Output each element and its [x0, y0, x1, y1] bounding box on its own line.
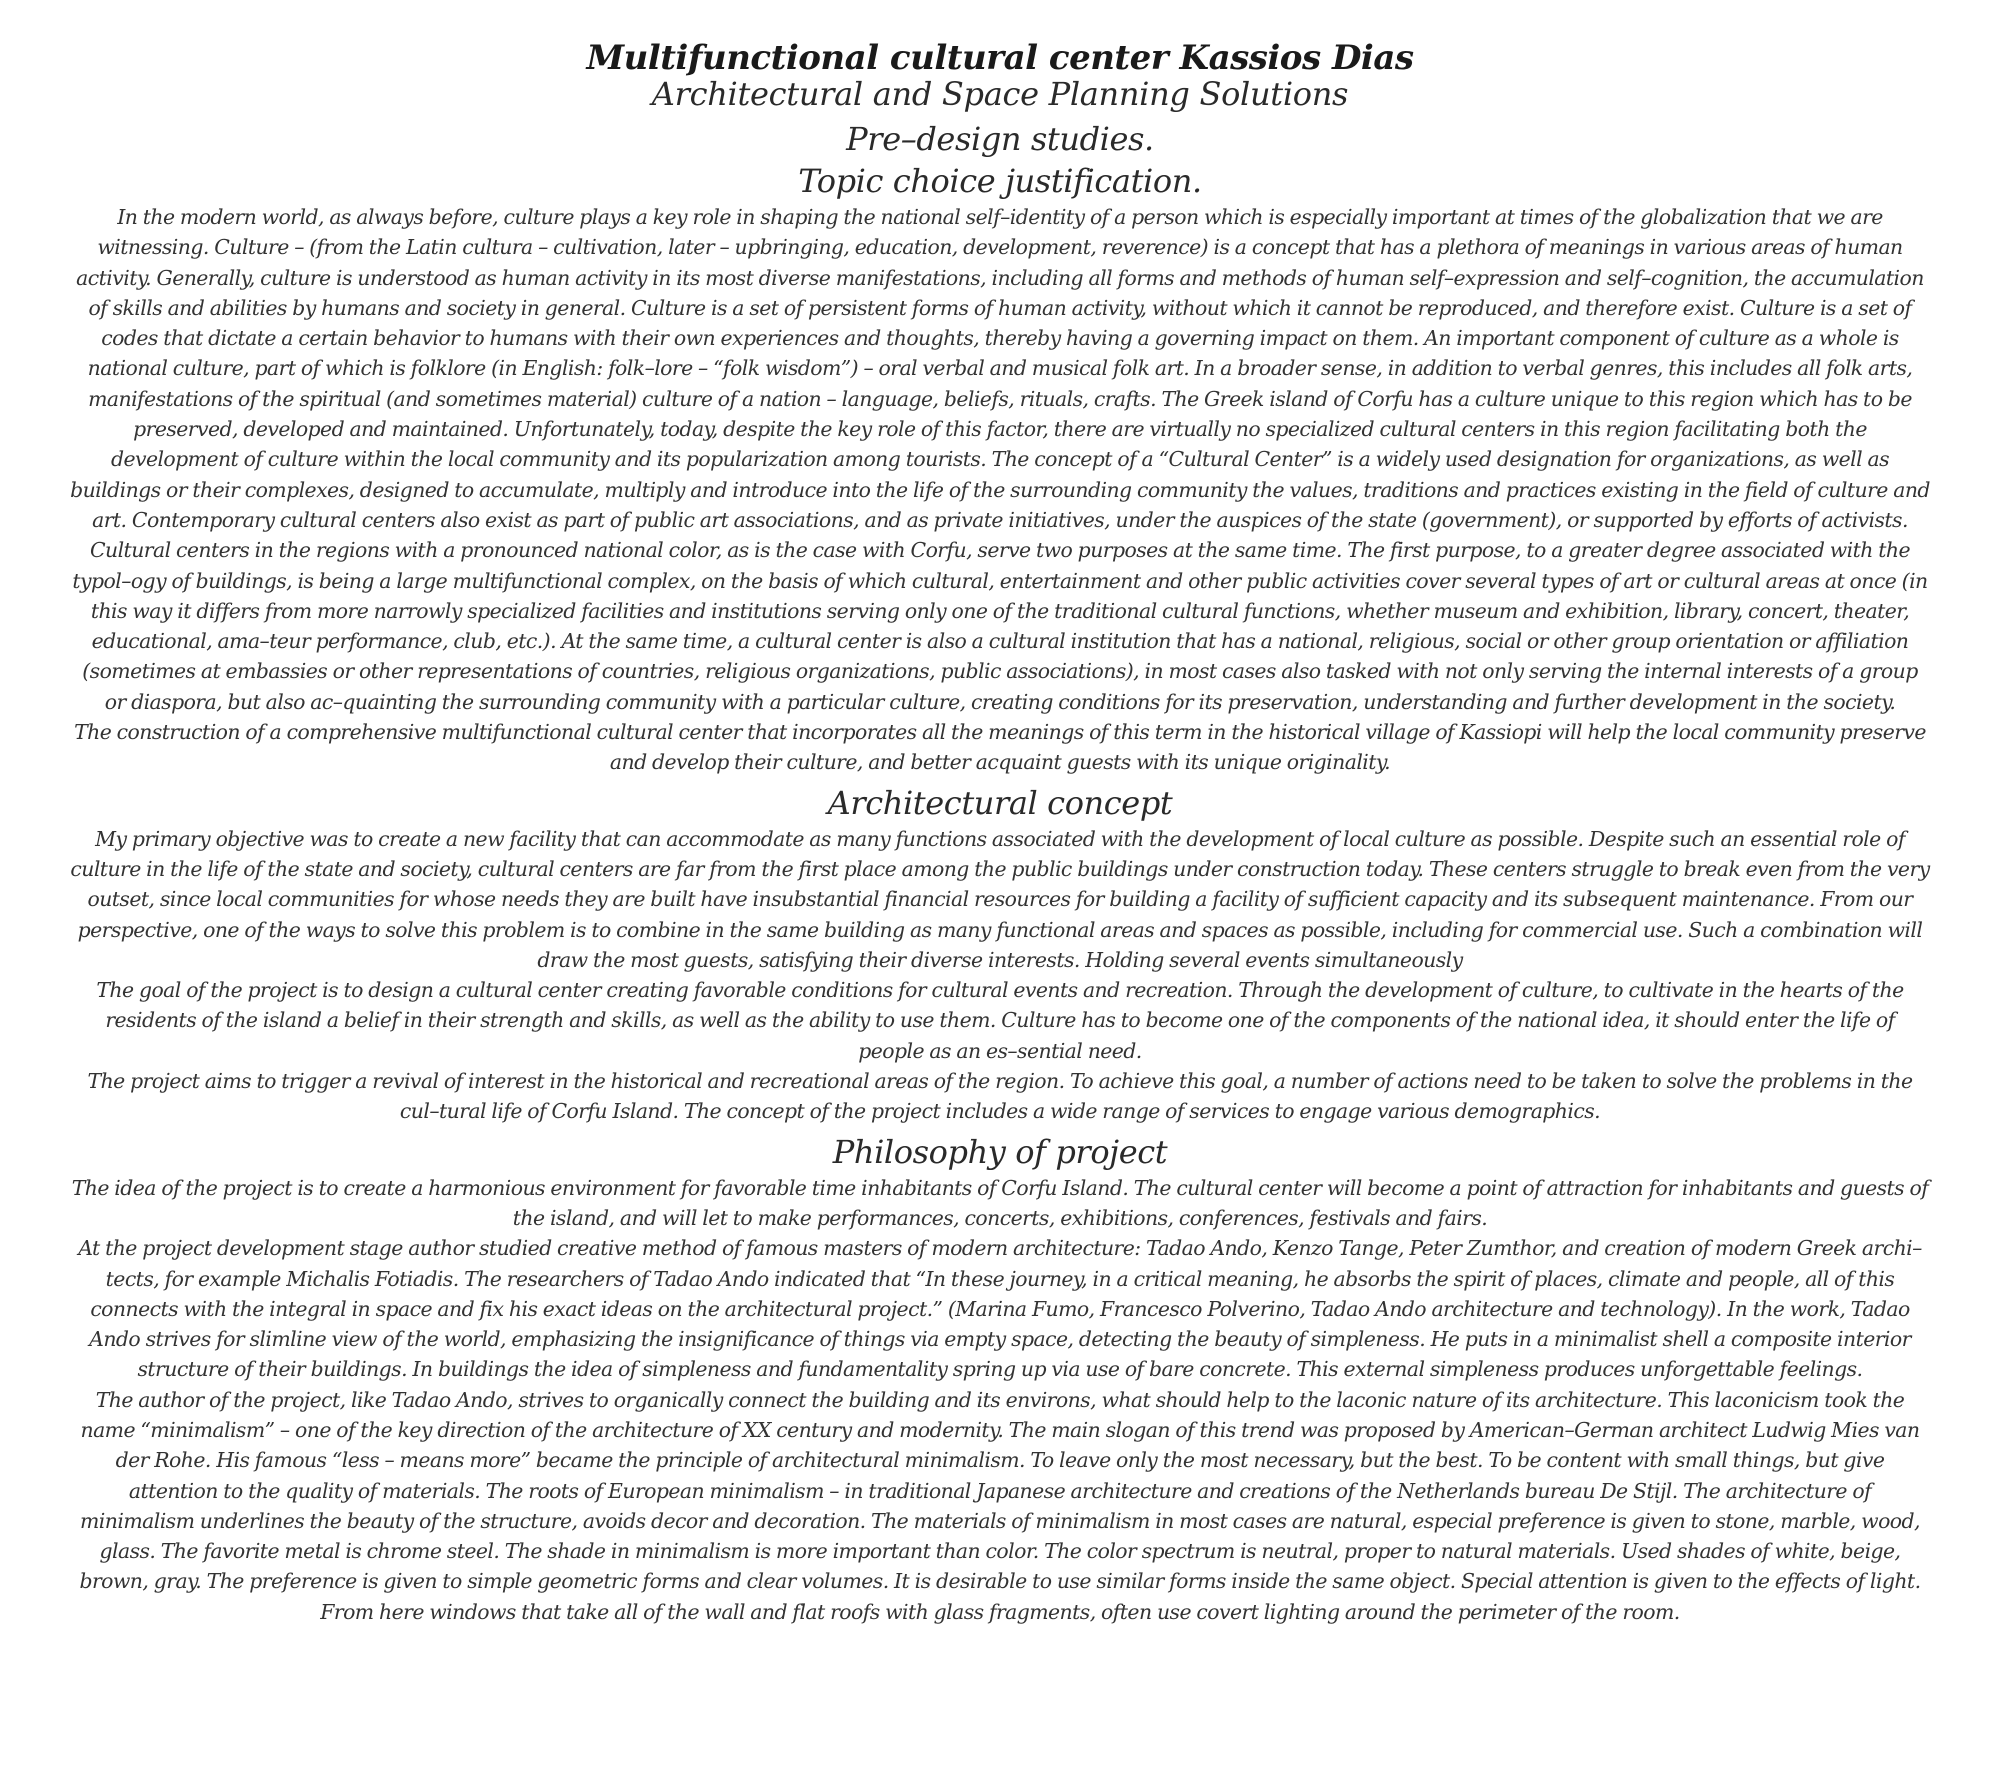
document-page — [70, 40, 1930, 1627]
paragraph: The project aims to trigger a revival of interest in the historical and recreational areas of the region. To achieve this goal, a number of actions need to be taken to solve the problems in the cul–tural life of Corfu Island. The concept of the project includes a wide range of services to engage various demographics. — [87, 1069, 1913, 1124]
section-heading: Philosophy of project — [832, 1132, 1168, 1171]
section-topic-justification — [70, 160, 1930, 778]
section-heading: Architectural concept — [827, 783, 1173, 822]
paragraph: Cultural centers in the regions with a pronounced national color, as is the case with Corfu, serve two purposes at the same time. The first purpose, to a greater degree associated with the typol–ogy of buildings, is being a large multifunctional complex, on the basis of which cultural, entertainment and other public activities cover several types of art or cultural areas at once (in this way it differs from more narrowly specialized facilities and institutions serving only one of the traditional cultural functions, whether museum and exhibition, library, concert, theater, educational, ama–teur performance, club, etc.). At the same time, a cultural center is also a cultural institution that has a national, religious, social or other group orientation or affiliation (sometimes at embassies or other representations of countries, religious organizations, public associations), in most cases also tasked with not only serving the internal interests of a group or diaspora, but also ac–quainting the surrounding community with a particular culture, creating conditions for its preservation, understanding and further development in the society. — [72, 538, 1928, 714]
paragraph: The author of the project, like Tadao Ando, strives to organically connect the building and its environs, what should help to the laconic nature of its architecture. This laconicism took the name “minimalism” – one of the key direction of the architecture of XX century and modernity. The main slogan of this trend was proposed by American–German architect Ludwig Mies van der Rohe. His famous “less – means more” became the principle of architectural minimalism. To leave only the most necessary, but the best. To be content with small things, but give attention to the quality of materials. The roots of European minimalism – in traditional Japanese architecture and creations of the Netherlands bureau De Stijl. The architecture of minimalism underlines the beauty of the structure, avoids decor and decoration. The materials of minimalism in most cases are natural, especial preference is given to stone, marble, wood, glass. The favorite metal is chrome steel. The shade in minimalism is more important than color. The color spectrum is neutral, proper to natural materials. Used shades of white, beige, brown, gray. The preference is given to simple geometric forms and clear volumes. It is desirable to use similar forms inside the same object. Special attention is given to the effects of light. From here windows that take all of the wall and flat roofs with glass fragments, often use covert lighting around the perimeter of the room. — [79, 1387, 1921, 1624]
document-subtitle: Architectural and Space Planning Solutions — [651, 75, 1349, 113]
section-philosophy — [70, 1131, 1930, 1627]
paragraph: In the modern world, as always before, culture plays a key role in shaping the national self–identity of a person which is especially important at times of the globalization that we are witnessing. Culture – (from the Latin cultura – cultivation, later – upbringing, education, development, reverence) is a concept that has a plethora of meanings in various areas of human activity. Generally, culture is understood as human activity in its most diverse manifestations, including all forms and methods of human self–expression and self–cognition, the accumulation of skills and abilities by humans and society in general. Culture is a set of persistent forms of human activity, without which it cannot be reproduced, and therefore exist. Culture is a set of codes that dictate a certain behavior to humans with their own experiences and thoughts, thereby having a governing impact on them. An important component of culture as a whole is national culture, part of which is folklore (in English: folk–lore – “folk wisdom”) – oral verbal and musical folk art. In a broader sense, in addition to verbal genres, this includes all folk arts, manifestations of the spiritual (and sometimes material) culture of a nation – language, beliefs, rituals, crafts. The Greek island of Corfu has a culture unique to this region which has to be preserved, developed and maintained. Unfortunately, today, despite the key role of this factor, there are virtually no specialized cultural centers in this region facilitating both the development of culture within the local community and its popularization among tourists. The concept of a “Cultural Center” is a widely used designation for organizations, as well as buildings or their complexes, designed to accumulate, multiply and introduce into the life of the surrounding community the values, traditions and practices existing in the field of culture and art. Contemporary cultural centers also exist as part of public art associations, and as private initiatives, under the auspices of the state (government), or supported by efforts of activists. — [70, 205, 1930, 532]
section-pre-design — [70, 118, 1930, 160]
section-heading: Topic choice justification. — [798, 162, 1202, 200]
section-architectural-concept — [70, 782, 1930, 1127]
paragraph: At the project development stage author studied creative method of famous masters of modern architecture: Tadao Ando, Kenzo Tange, Peter Zumthor, and creation of modern Greek archi–tects, for example Michalis Fotiadis. The researchers of Tadao Ando indicated that “In these journey, in a critical meaning, he absorbs the spirit of places, climate and people, all of this connects with the integral in space and fix his exact ideas on the architectural project.” (Marina Fumo, Francesco Polverino, Tadao Ando architecture and technology). In the work, Tadao Ando strives for slimline view of the world, emphasizing the insignificance of things via empty space, detecting the beauty of simpleness. He puts in a minimalist shell a composite interior structure of their buildings. In buildings the idea of simpleness and fundamentality spring up via use of bare concrete. This external simpleness produces unforgettable feelings. — [78, 1236, 1922, 1382]
paragraph: The idea of the project is to create a harmonious environment for favorable time inhabitants of Corfu Island. The cultural center will become a point of attraction for inhabitants and guests of the island, and will let to make performances, concerts, exhibitions, conferences, festivals and fairs. — [71, 1175, 1929, 1230]
document-title: Multifunctional cultural center Kassios Dias — [586, 38, 1414, 78]
paragraph: The construction of a comprehensive multifunctional cultural center that incorporates all the meanings of this term in the historical village of Kassiopi will help the local community preserve and develop their culture, and better acquaint guests with its unique originality. — [74, 720, 1926, 775]
section-heading: Pre–design studies. — [846, 120, 1154, 158]
paragraph: The goal of the project is to design a cultural center creating favorable conditions for cultural events and recreation. Through the development of culture, to cultivate in the hearts of the residents of the island a belief in their strength and skills, as well as the ability to use them. Culture has to become one of the components of the national idea, it should enter the life of people as an es–sential need. — [96, 978, 1904, 1063]
paragraph: My primary objective was to create a new facility that can accommodate as many functions associated with the development of local culture as possible. Despite such an essential role of culture in the life of the state and society, cultural centers are far from the first place among the public buildings under construction today. These centers struggle to break even from the very outset, since local communities for whose needs they are built have insubstantial financial resources for building a facility of sufficient capacity and its subsequent maintenance. From our perspective, one of the ways to solve this problem is to combine in the same building as many functional areas and spaces as possible, including for commercial use. Such a combination will draw the most guests, satisfying their diverse interests. Holding several events simultaneously — [70, 826, 1930, 972]
